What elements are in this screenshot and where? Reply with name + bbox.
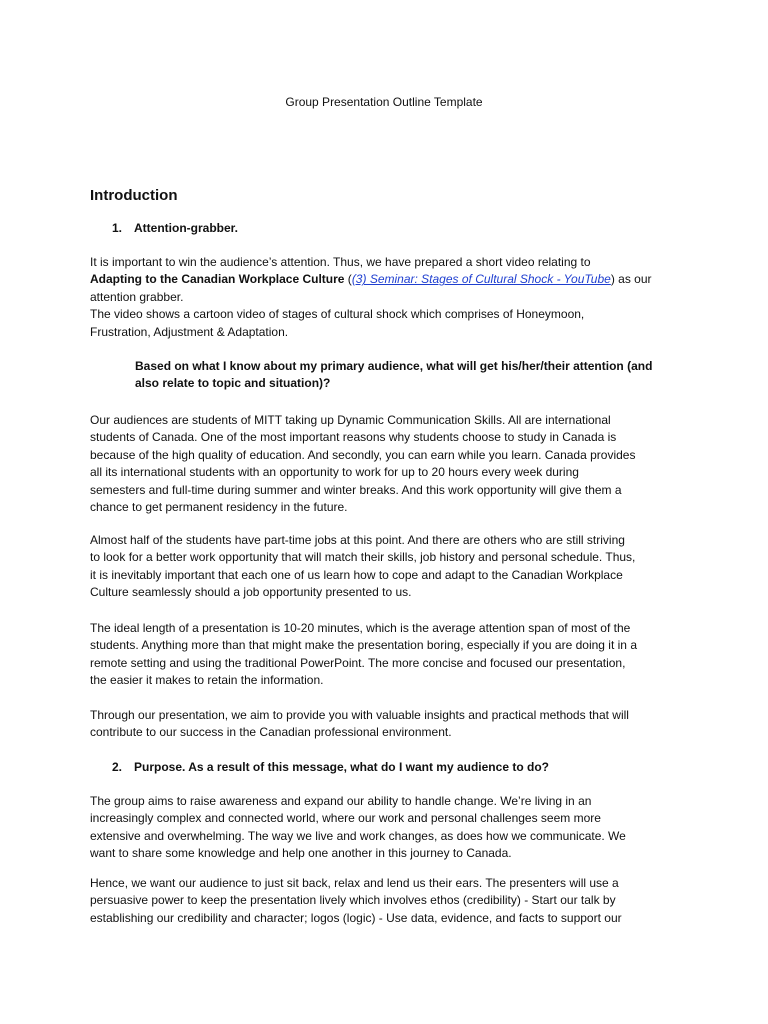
text-line: increasingly complex and connected world, where our work and personal challenges seem more [90, 811, 601, 826]
paragraph-presenters [90, 875, 622, 927]
text: ) as our [610, 272, 652, 287]
youtube-link[interactable]: (3) Seminar: Stages of Cultural Shock - YouTube [351, 272, 611, 287]
text-line: Our audiences are students of MITT taking up Dynamic Communication Skills. All are international [90, 413, 611, 427]
text-line: to look for a better work opportunity that will match their skills, job history and personal schedule. Thus, [90, 550, 636, 565]
text-line: attention grabber. [90, 289, 184, 304]
text-line: Frustration, Adjustment & Adaptation. [90, 324, 289, 339]
text-line: Through our presentation, we aim to provide you with valuable insights and practical methods that will [90, 708, 629, 722]
text-line: students. Anything more than that might make the presentation boring, especially if you are doing it in a [90, 638, 637, 653]
section-heading-introduction: Introduction [90, 187, 178, 204]
text-line: remote setting and using the traditional PowerPoint. The more concise and focused our presentation, [90, 655, 626, 670]
text-line: students of Canada. One of the most important reasons why students choose to study in Canada is [90, 430, 617, 445]
text-line: persuasive power to keep the presentation lively which involves ethos (credibility) - Start our talk by [90, 893, 616, 908]
text-line: The group aims to raise awareness and expand our ability to handle change. We’re living in an [90, 794, 592, 808]
text-line: because of the high quality of education. And secondly, you can earn while you learn. Canada provides [90, 447, 636, 462]
text-line: Hence, we want our audience to just sit back, relax and lend us their ears. The presenters will use a [90, 876, 619, 890]
paragraph-aim [90, 707, 629, 742]
text-line: chance to get permanent residency in the future. [90, 499, 348, 514]
text-line: Almost half of the students have part-time jobs at this point. And there are others who are still striving [90, 533, 625, 547]
question-audience [135, 358, 652, 393]
text-line: Culture seamlessly should a job opportunity presented to us. [90, 585, 412, 600]
list-item-attention-grabber [90, 220, 238, 237]
list-number: 2. [112, 760, 123, 774]
text-line: it is inevitably important that each one of us learn how to cope and adapt to the Canadian Workplace [90, 567, 623, 582]
paragraph-purpose [90, 793, 626, 863]
list-label: Purpose. As a result of this message, what do I want my audience to do? [134, 760, 549, 774]
text-line: want to share some knowledge and help one another in this journey to Canada. [90, 846, 512, 861]
text-line: the easier it makes to retain the information. [90, 673, 324, 688]
text-line: also relate to topic and situation)? [135, 376, 331, 391]
text-line: establishing our credibility and character; logos (logic) - Use data, evidence, and facts to support our [90, 910, 622, 925]
text-line: It is important to win the audience’s attention. Thus, we have prepared a short video relating to [90, 255, 591, 269]
text: ( [344, 272, 352, 287]
text-line: semesters and full-time during summer and winter breaks. And this work opportunity will give them a [90, 482, 622, 497]
text-line: The video shows a cartoon video of stages of cultural shock which comprises of Honeymoon, [90, 307, 585, 322]
list-item-purpose [90, 759, 549, 776]
text-line: contribute to our success in the Canadian professional environment. [90, 725, 452, 740]
bold-topic: Adapting to the Canadian Workplace Culture [90, 272, 345, 287]
document-title: Group Presentation Outline Template [285, 95, 483, 109]
paragraph-part-time [90, 532, 635, 602]
list-label: Attention-grabber. [134, 221, 238, 235]
paragraph-attention [90, 254, 652, 341]
text-line: extensive and overwhelming. The way we live and work changes, as does how we communicate. We [90, 828, 626, 843]
paragraph-length [90, 620, 637, 690]
text-line: The ideal length of a presentation is 10-20 minutes, which is the average attention span of most of the [90, 621, 631, 635]
text-line: all its international students with an opportunity to work for up to 20 hours every week during [90, 465, 579, 480]
list-number: 1. [112, 221, 123, 235]
text-line: Based on what I know about my primary audience, what will get his/her/their attention (and [135, 359, 653, 373]
paragraph-audience [90, 412, 635, 516]
